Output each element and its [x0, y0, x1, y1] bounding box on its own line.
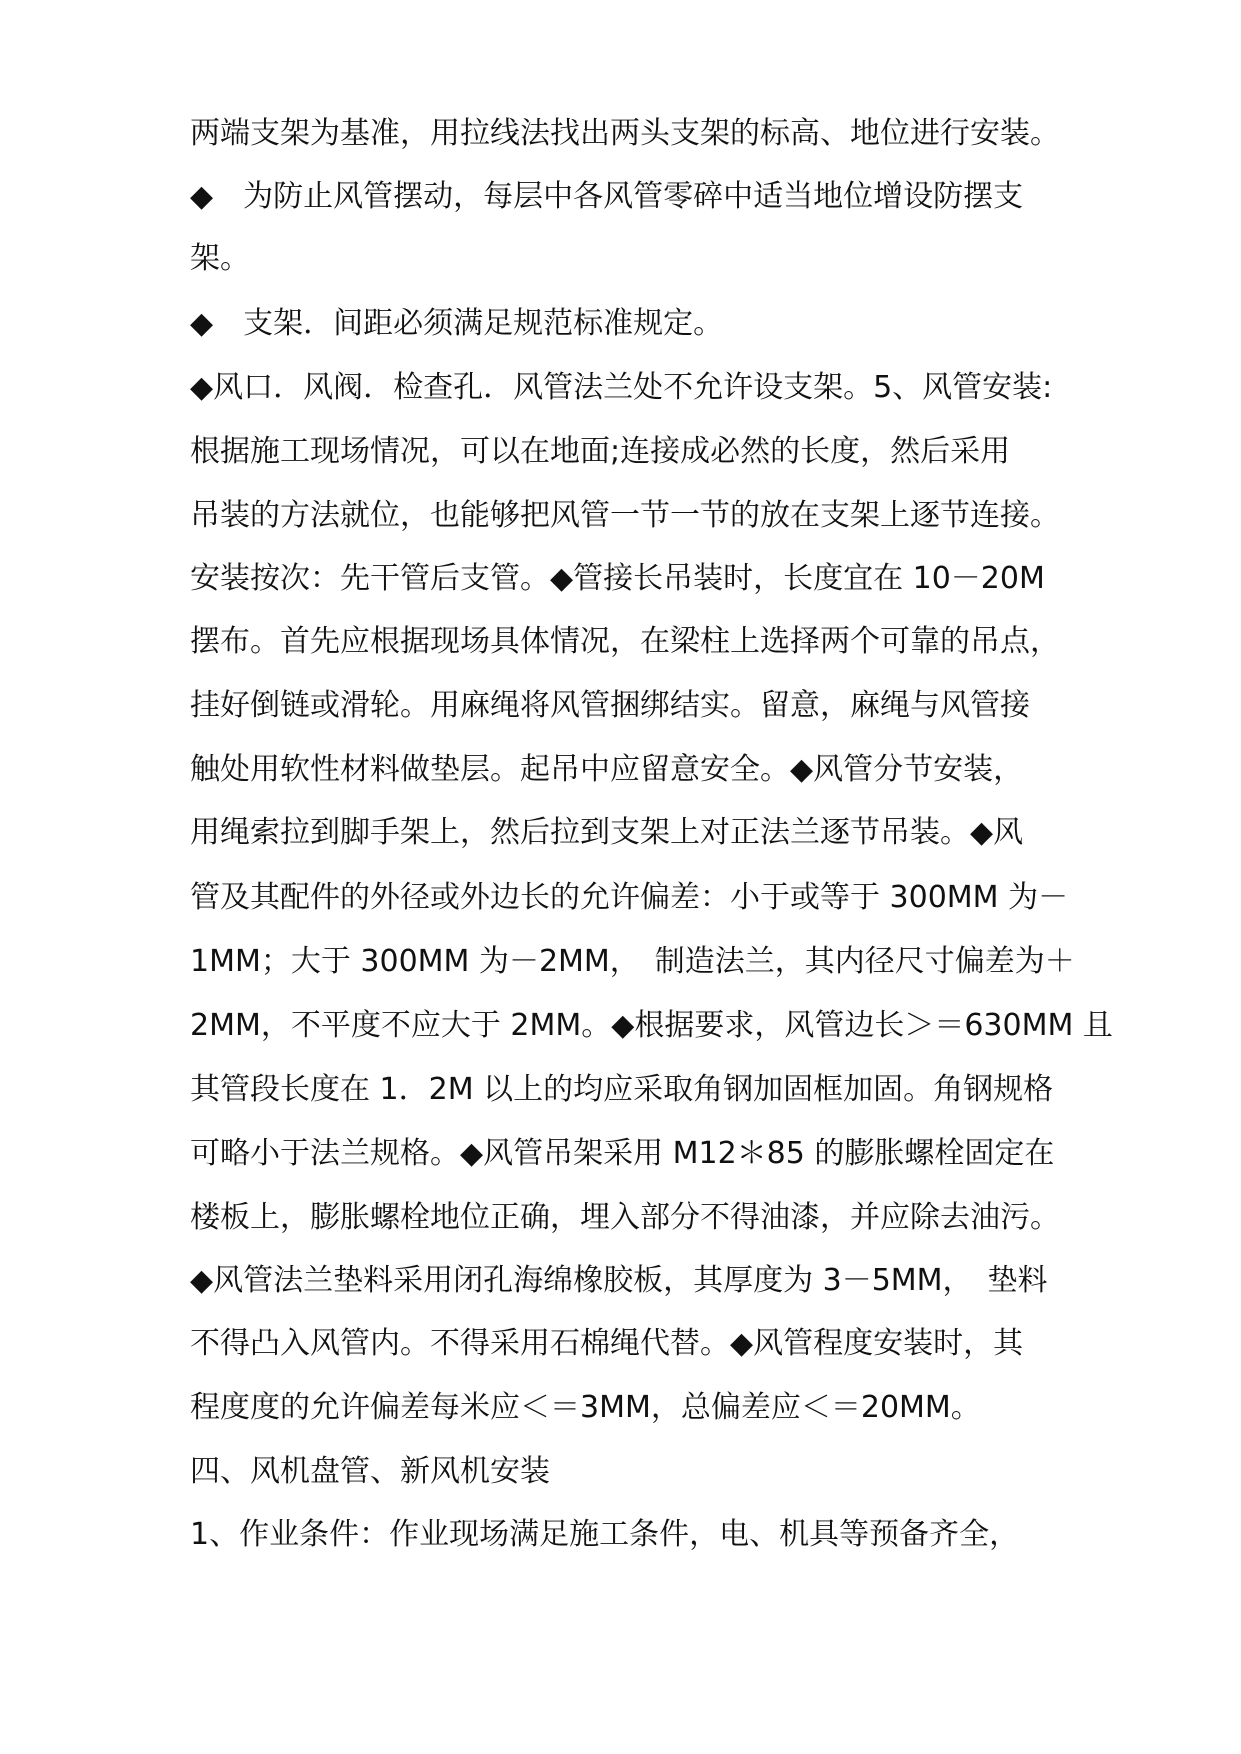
text-line-14: 1MM；大于 300MM 为－2MM， 制造法兰，其内径尺寸偏差为＋ [190, 944, 1075, 979]
text-line-5: ◆风口．风阀．检查孔．风管法兰处不允许设支架。5、风管安装: [190, 370, 1053, 405]
text-line-6: 根据施工现场情况，可以在地面;连接成必然的长度，然后采用 [190, 434, 1011, 469]
text-line-20: 不得凸入风管内。不得采用石棉绳代替。◆风管程度安装时，其 [190, 1326, 1024, 1361]
text-line-7: 吊装的方法就位，也能够把风管一节一节的放在支架上逐节连接。 [190, 498, 1060, 533]
text-line-23: 1、作业条件：作业现场满足施工条件，电、机具等预备齐全， [190, 1517, 1020, 1552]
text-line-10: 挂好倒链或滑轮。用麻绳将风管捆绑结实。留意，麻绳与风管接 [190, 688, 1030, 723]
text-line-3: 架。 [190, 241, 250, 276]
text-line-1: 两端支架为基准，用拉线法找出两头支架的标高、地位进行安装。 [190, 116, 1060, 151]
text-line-11: 触处用软性材料做垫层。起吊中应留意安全。◆风管分节安装， [190, 752, 1024, 787]
text-line-21: 程度度的允许偏差每米应＜＝3MM，总偏差应＜＝20MM。 [190, 1390, 981, 1425]
text-line-12: 用绳索拉到脚手架上，然后拉到支架上对正法兰逐节吊装。◆风 [190, 815, 1024, 850]
text-line-17: 可略小于法兰规格。◆风管吊架采用 M12＊85 的膨胀螺栓固定在 [190, 1136, 1055, 1171]
text-line-9: 摆布。首先应根据现场具体情况，在梁柱上选择两个可靠的吊点， [190, 624, 1060, 659]
text-line-18: 楼板上，膨胀螺栓地位正确，埋入部分不得油漆，并应除去油污。 [190, 1200, 1060, 1235]
text-line-2: ◆ 为防止风管摆动，每层中各风管零碎中适当地位增设防摆支 [190, 179, 1024, 214]
text-line-19: ◆风管法兰垫料采用闭孔海绵橡胶板，其厚度为 3－5MM， 垫料 [190, 1263, 1048, 1298]
text-line-15: 2MM，不平度不应大于 2MM。◆根据要求，风管边长＞＝630MM 且 [190, 1008, 1113, 1043]
text-line-4: ◆ 支架．间距必须满足规范标准规定。 [190, 306, 724, 341]
text-line-13: 管及其配件的外径或外边长的允许偏差：小于或等于 300MM 为－ [190, 880, 1069, 915]
text-line-16: 其管段长度在 1．2M 以上的均应采取角钢加固框加固。角钢规格 [190, 1072, 1054, 1107]
text-line-8: 安装按次：先干管后支管。◆管接长吊装时，长度宜在 10－20M [190, 561, 1045, 596]
section-heading: 四、风机盘管、新风机安装 [190, 1454, 550, 1489]
